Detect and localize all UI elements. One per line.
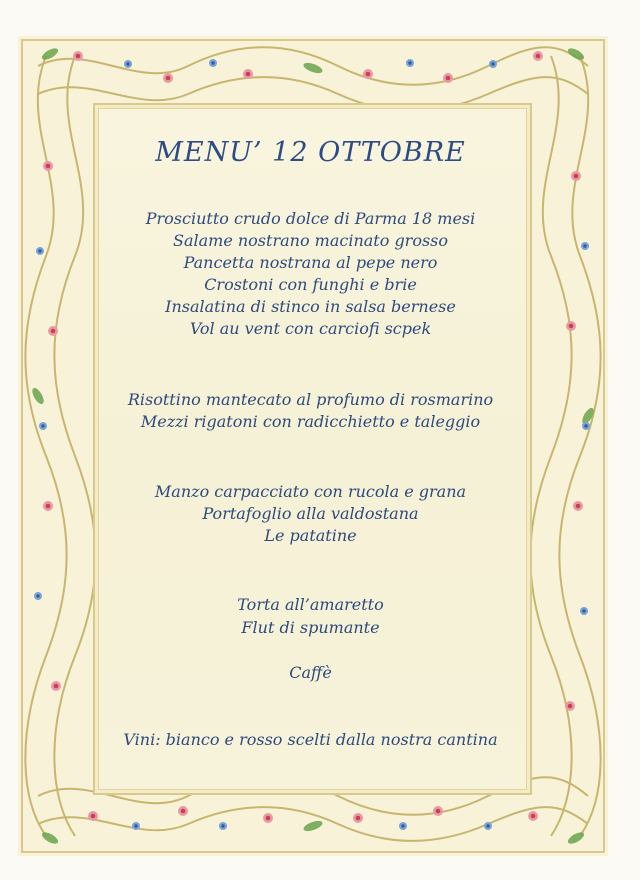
secondo-item: Le patatine <box>264 526 357 545</box>
caffe-item: Caffè <box>289 663 332 682</box>
secondo-item: Portafoglio alla valdostana <box>202 504 419 523</box>
antipasto-item: Pancetta nostrana al pepe nero <box>183 253 438 272</box>
antipasto-item: Vol au vent con carciofi scpek <box>189 319 432 338</box>
menu-panel <box>93 103 532 795</box>
dolce-item: Torta all’amaretto <box>237 595 384 614</box>
dolce-item: Flut di spumante <box>241 618 380 637</box>
antipasto-item: Salame nostrano macinato grosso <box>172 231 449 250</box>
antipasto-item: Crostoni con funghi e brie <box>204 275 417 294</box>
antipasto-item: Insalatina di stinco in salsa bernese <box>165 297 456 316</box>
wine-note: Vini: bianco e rosso scelti dalla nostra cantina <box>123 730 498 749</box>
primo-item: Mezzi rigatoni con radicchietto e taleggio <box>140 412 481 431</box>
menu-title: MENU’ 12 OTTOBRE <box>155 137 466 168</box>
primo-item: Risottino mantecato al profumo di rosmarino <box>127 390 494 409</box>
secondo-item: Manzo carpacciato con rucola e grana <box>154 482 467 501</box>
antipasto-item: Prosciutto crudo dolce di Parma 18 mesi <box>145 209 476 228</box>
